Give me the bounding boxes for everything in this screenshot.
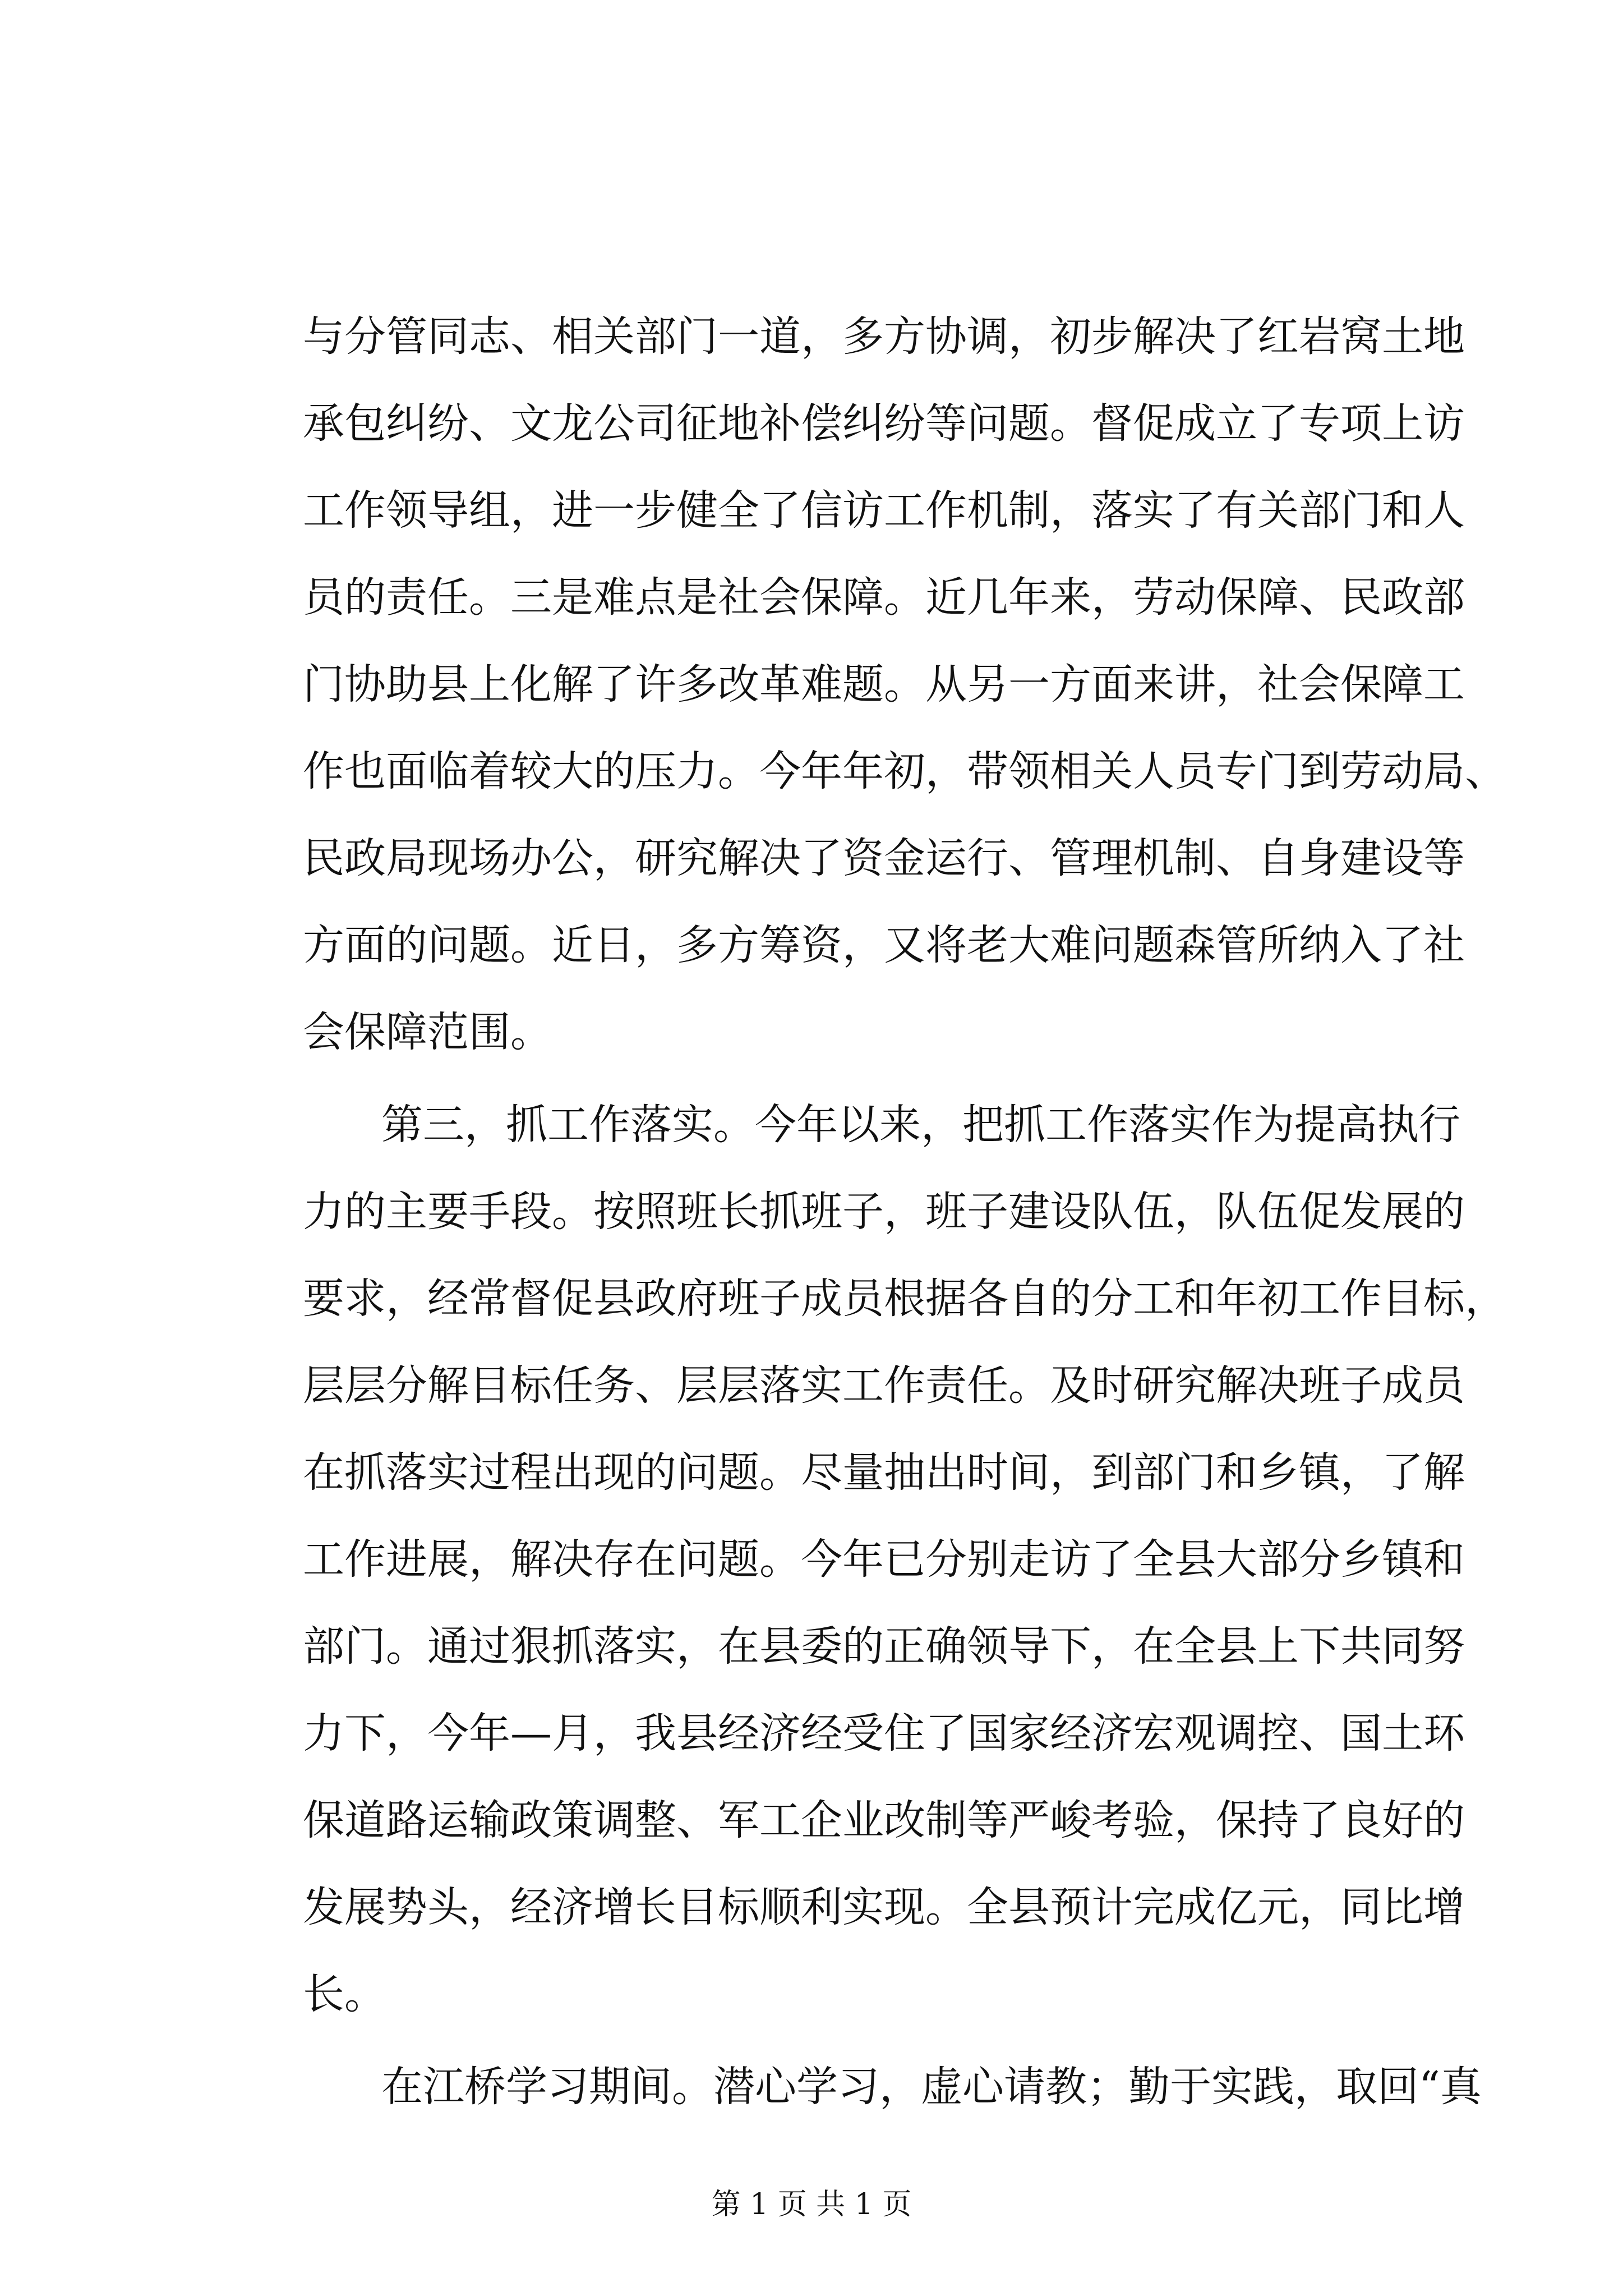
text-line: 长。 xyxy=(303,1970,386,2018)
paragraph-first-line: 在江桥学习期间。潜心学习，虚心请教；勤于实践，取回“真 xyxy=(381,2063,1482,2111)
text-line: 与分管同志、相关部门一道，多方协调，初步解决了红岩窝土地 xyxy=(303,312,1465,361)
text-line: 部门。通过狠抓落实，在县委的正确领导下，在全县上下共同努 xyxy=(303,1622,1465,1671)
text-line: 发展势头，经济增长目标顺利实现。全县预计完成亿元，同比增 xyxy=(303,1883,1465,1931)
text-line: 承包纠纷、文龙公司征地补偿纠纷等问题。督促成立了专项上访 xyxy=(303,399,1465,448)
text-line: 工作领导组，进一步健全了信访工作机制，落实了有关部门和人 xyxy=(303,486,1465,535)
page-footer: 第 1 页 共 1 页 xyxy=(711,2188,912,2221)
text-line: 保道路运输政策调整、军工企业改制等严峻考验，保持了良好的 xyxy=(303,1796,1465,1844)
text-line: 作也面临着较大的压力。今年年初，带领相关人员专门到劳动局、 xyxy=(303,747,1506,795)
text-line: 要求，经常督促县政府班子成员根据各自的分工和年初工作目标， xyxy=(303,1274,1506,1323)
paragraph-first-line: 第三，抓工作落实。今年以来，把抓工作落实作为提高执行 xyxy=(381,1101,1460,1149)
text-line: 在抓落实过程出现的问题。尽量抽出时间，到部门和乡镇，了解 xyxy=(303,1448,1465,1497)
text-line: 民政局现场办公，研究解决了资金运行、管理机制、自身建设等 xyxy=(303,834,1465,882)
text-line: 力的主要手段。按照班长抓班子，班子建设队伍，队伍促发展的 xyxy=(303,1188,1465,1236)
text-line: 门协助县上化解了许多改革难题。从另一方面来讲，社会保障工 xyxy=(303,660,1465,708)
text-line: 方面的问题。近日，多方筹资，又将老大难问题森管所纳入了社 xyxy=(303,921,1465,969)
text-line: 会保障范围。 xyxy=(303,1008,552,1056)
text-line: 力下，今年—月，我县经济经受住了国家经济宏观调控、国土环 xyxy=(303,1709,1465,1757)
text-line: 层层分解目标任务、层层落实工作责任。及时研究解决班子成员 xyxy=(303,1361,1465,1410)
text-line: 工作进展，解决存在问题。今年已分别走访了全县大部分乡镇和 xyxy=(303,1535,1465,1584)
text-line: 员的责任。三是难点是社会保障。近几年来，劳动保障、民政部 xyxy=(303,573,1465,622)
